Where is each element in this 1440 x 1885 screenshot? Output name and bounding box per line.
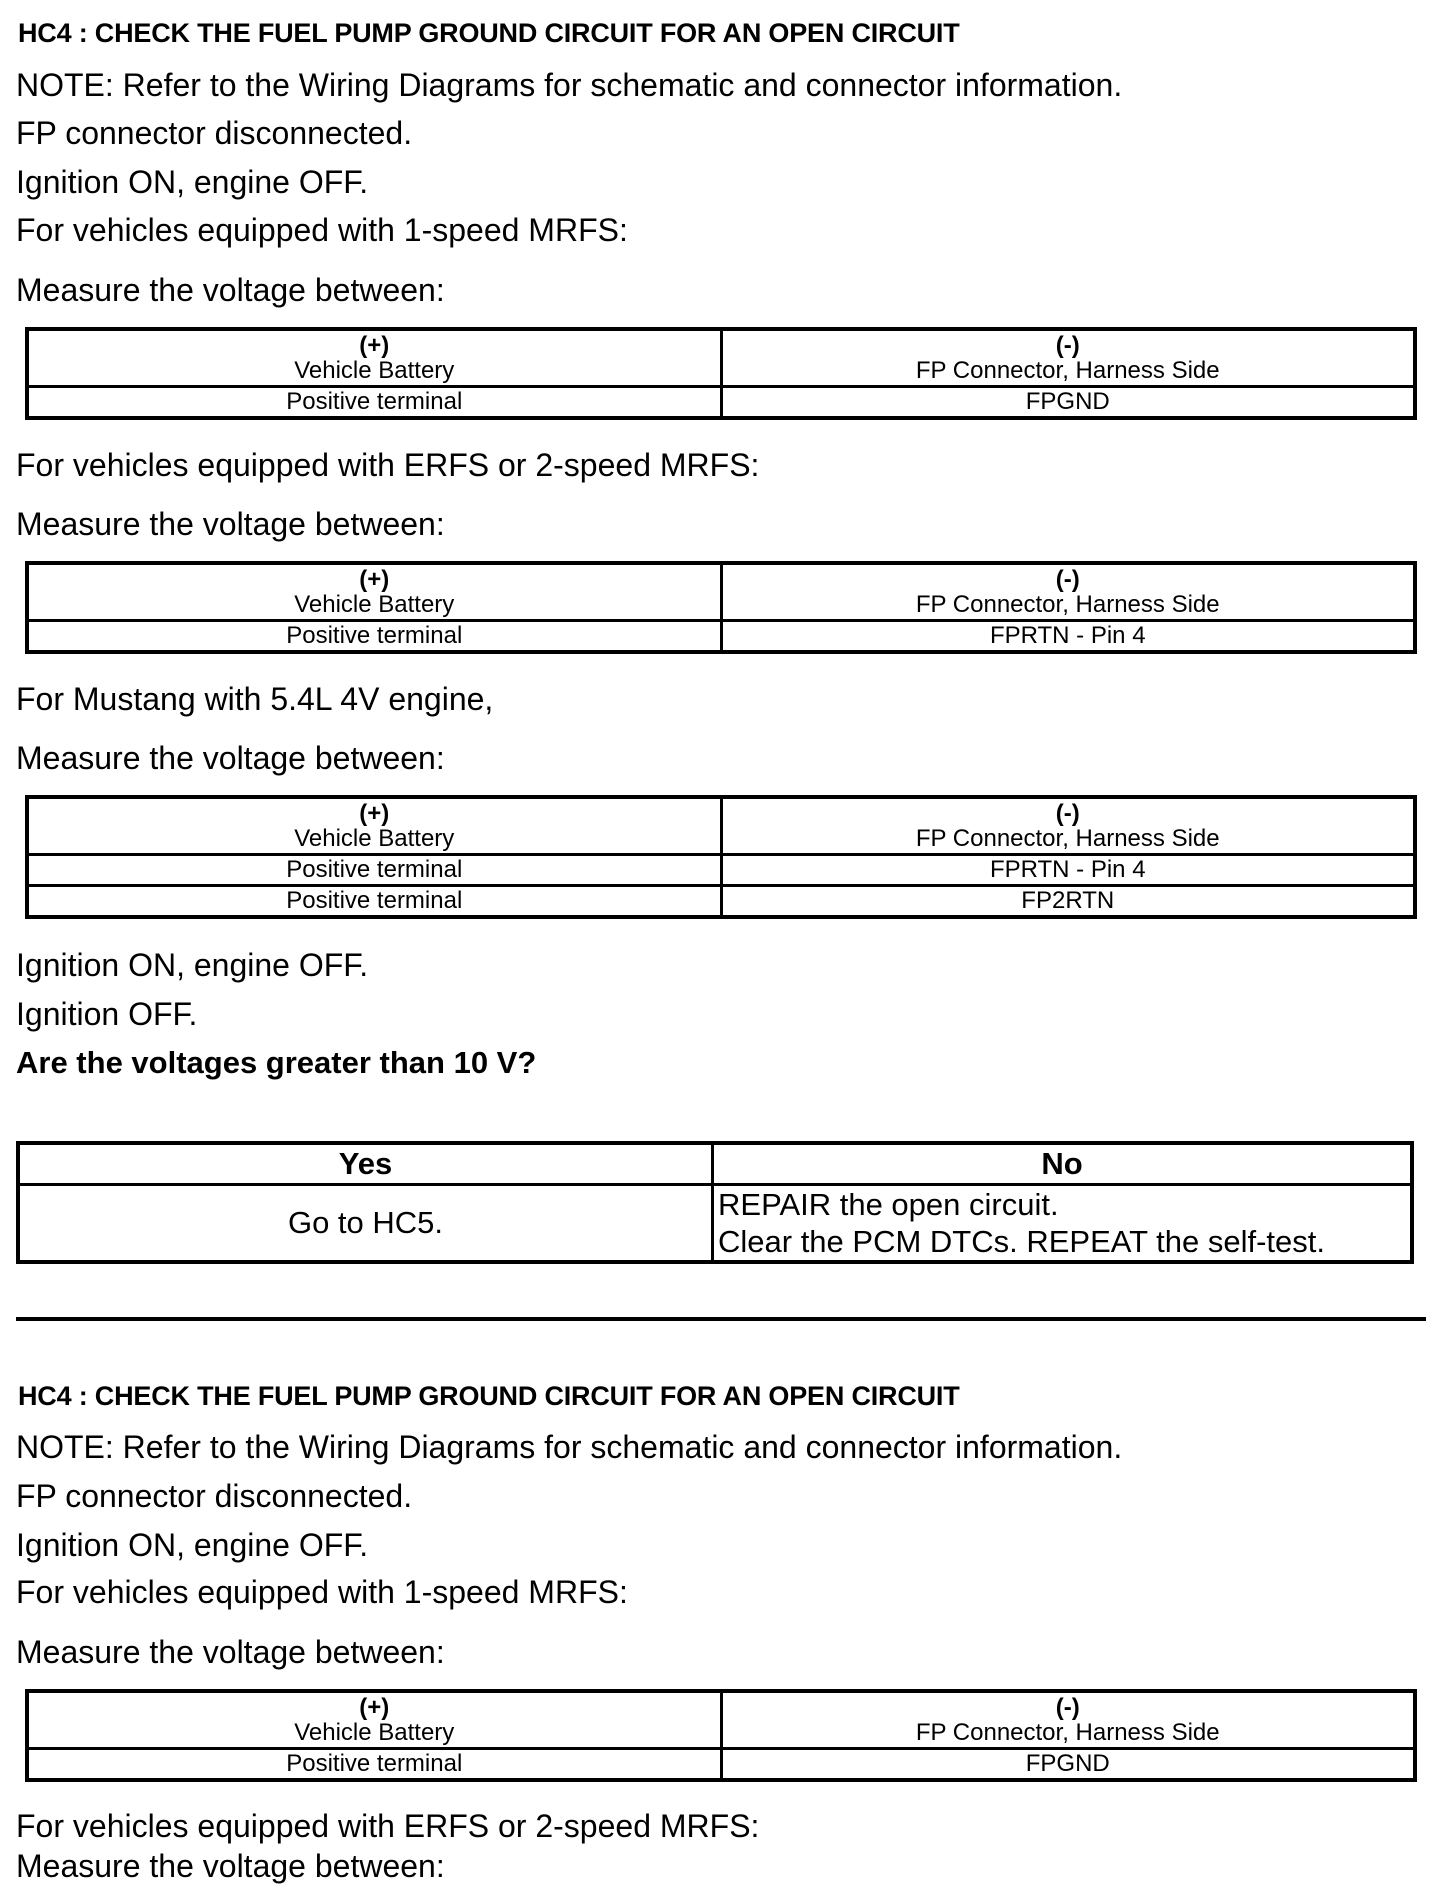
step-text: Ignition ON, engine OFF. [16, 1527, 369, 1563]
table-cell: FP2RTN [721, 886, 1415, 918]
measurement-table [25, 327, 1417, 420]
section-heading: HC4 : CHECK THE FUEL PUMP GROUND CIRCUIT FOR AN OPEN CIRCUIT [18, 1381, 960, 1411]
plus-column-header: (+) Vehicle Battery [27, 329, 721, 387]
table-cell: Positive terminal [27, 886, 721, 918]
minus-column-header: (-) FP Connector, Harness Side [721, 329, 1415, 387]
instruction-text: Measure the voltage between: [16, 740, 445, 776]
table-cell: FPRTN - Pin 4 [721, 855, 1415, 886]
section-heading: HC4 : CHECK THE FUEL PUMP GROUND CIRCUIT FOR AN OPEN CIRCUIT [18, 18, 960, 48]
question-text: Are the voltages greater than 10 V? [16, 1045, 537, 1080]
instruction-text: Measure the voltage between: [16, 272, 445, 308]
plus-column-header: (+) Vehicle Battery [27, 563, 721, 621]
table-row [27, 886, 1415, 918]
table-cell: Positive terminal [27, 621, 721, 653]
table-row [27, 1749, 1415, 1781]
note-text: NOTE: Refer to the Wiring Diagrams for schematic and connector information. [16, 1429, 1123, 1465]
step-text: Ignition ON, engine OFF. [16, 164, 369, 200]
table-cell: FPRTN - Pin 4 [721, 621, 1415, 653]
no-header: No [713, 1143, 1413, 1185]
plus-column-header: (+) Vehicle Battery [27, 797, 721, 855]
condition-text: For vehicles equipped with 1-speed MRFS: [16, 1574, 628, 1610]
decision-table [16, 1141, 1414, 1264]
table-cell: Positive terminal [27, 1749, 721, 1781]
condition-text: For vehicles equipped with ERFS or 2-speed MRFS: [16, 447, 760, 483]
step-text: FP connector disconnected. [16, 115, 413, 151]
instruction-text: Measure the voltage between: [16, 1848, 445, 1884]
table-row [27, 387, 1415, 419]
yes-header: Yes [18, 1143, 713, 1185]
instruction-text: Measure the voltage between: [16, 506, 445, 542]
table-cell: Positive terminal [27, 387, 721, 419]
table-cell: Positive terminal [27, 855, 721, 886]
measurement-table [25, 561, 1417, 654]
instruction-text: Measure the voltage between: [16, 1634, 445, 1670]
minus-column-header: (-) FP Connector, Harness Side [721, 797, 1415, 855]
condition-text: For vehicles equipped with ERFS or 2-speed MRFS: [16, 1808, 760, 1844]
measurement-table [25, 1689, 1417, 1782]
table-row [18, 1185, 1412, 1263]
condition-text: For vehicles equipped with 1-speed MRFS: [16, 212, 628, 248]
note-text: NOTE: Refer to the Wiring Diagrams for schematic and connector information. [16, 67, 1123, 103]
condition-text: For Mustang with 5.4L 4V engine, [16, 681, 494, 717]
no-action: REPAIR the open circuit. Clear the PCM DTCs. REPEAT the self-test. [713, 1185, 1413, 1263]
step-text: Ignition OFF. [16, 996, 198, 1032]
table-row [27, 855, 1415, 886]
step-text: Ignition ON, engine OFF. [16, 947, 369, 983]
table-cell: FPGND [721, 387, 1415, 419]
yes-action: Go to HC5. [18, 1185, 713, 1263]
section-divider [16, 1317, 1426, 1321]
step-text: FP connector disconnected. [16, 1478, 413, 1514]
plus-column-header: (+) Vehicle Battery [27, 1691, 721, 1749]
minus-column-header: (-) FP Connector, Harness Side [721, 563, 1415, 621]
minus-column-header: (-) FP Connector, Harness Side [721, 1691, 1415, 1749]
table-row [27, 621, 1415, 653]
measurement-table [25, 795, 1417, 919]
table-cell: FPGND [721, 1749, 1415, 1781]
